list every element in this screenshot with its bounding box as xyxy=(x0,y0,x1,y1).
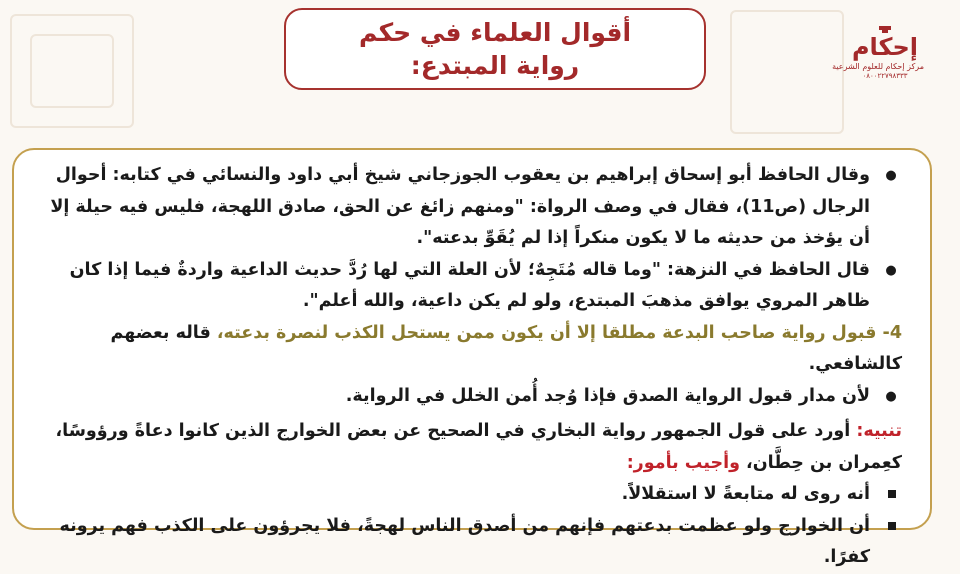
bullet-dot-icon: ● xyxy=(885,262,897,278)
slide-title-line1: أقوال العلماء في حكم xyxy=(359,18,632,47)
square-bullet-item-2 xyxy=(28,511,904,574)
slide-title-line2: رواية المبتدع: xyxy=(410,51,580,80)
square-bullet-icon xyxy=(888,522,896,530)
bullet-item-reason xyxy=(28,381,904,413)
note-text: أورد على قول الجمهور رواية البخاري في الصحيح عن بعض الخوارج الذين كانوا دعاةً ورؤوسًا، كعِمران بن حِطَّان، xyxy=(55,421,902,473)
logo-subtitle: مركز إحكام للعلوم الشرعية xyxy=(832,62,924,71)
slide-title-box xyxy=(284,8,706,90)
logo-main-text: إحكام xyxy=(851,33,919,61)
point-4-rest-text: قاله بعضهم كالشافعي. xyxy=(110,322,902,374)
square-bullet-icon xyxy=(888,490,896,498)
note-answer-label: وأجيب بأمور: xyxy=(626,452,740,473)
square-bullet-item-1 xyxy=(28,479,904,511)
logo-phone: ٠٨٠٠٢٢٧٩٨٣٣٣ xyxy=(862,72,908,80)
bullet-item-jawzajani xyxy=(28,160,904,255)
point-4-heading xyxy=(28,318,904,381)
square-item-2-text: أن الخوارج ولو عظمت بدعتهم فإنهم من أصدق الناس لهجةً، فلا يجرؤون على الكذب فهم يرونه كفرًا. xyxy=(59,515,870,567)
jawzajani-quote-text: "ومنهم زائغ عن الحق، صادق اللهجة، فليس فيه حيلة إلا أن يؤخذ من حديثه ما لا يكون منكراً إذا لم يُقَوِّ بدعته". xyxy=(50,196,870,248)
point-4-olive-text: قبول رواية صاحب البدعة مطلقا إلا أن يكون ممن يستحل الكذب لنصرة بدعته، xyxy=(216,322,877,343)
square-item-1-text: أنه روى له متابعةً لا استقلالاً. xyxy=(621,484,870,504)
logo-wordmark xyxy=(849,26,921,58)
point-4-number: 4- xyxy=(882,322,902,343)
ihkam-logo xyxy=(832,26,924,90)
reason-text: لأن مدار قبول الرواية الصدق فإذا وُجد أُمن الخلل في الرواية. xyxy=(345,385,870,406)
bullet-item-nuzha xyxy=(28,255,904,318)
nuzha-quote-text: قال الحافظ في النزهة: "وما قاله مُتَجِهٌ؛ لأن العلة التي لها رُدَّ حديث الداعية واردةٌ فيما إذا كان ظاهر المروي يوافق مذهبَ المبتدع، ولو لم يكن داعية، والله أعلم". xyxy=(69,259,870,311)
content-box xyxy=(12,148,932,567)
background-ornament-left-inner xyxy=(30,34,114,108)
logo-dome-icon xyxy=(849,26,921,58)
bullet-dot-icon: ● xyxy=(885,388,897,404)
bullet-dot-icon: ● xyxy=(885,168,897,183)
background-ornament-right xyxy=(730,10,844,134)
note-label: تنبيه: xyxy=(856,421,902,441)
note-paragraph xyxy=(28,416,904,479)
jawzajani-intro-text: وقال الحافظ أبو إسحاق إبراهيم بن يعقوب الجوزجاني شيخ أبي داود والنسائي في كتابه: أحوال الرجال (ص11)، فقال في وصف الرواة: xyxy=(55,165,870,217)
